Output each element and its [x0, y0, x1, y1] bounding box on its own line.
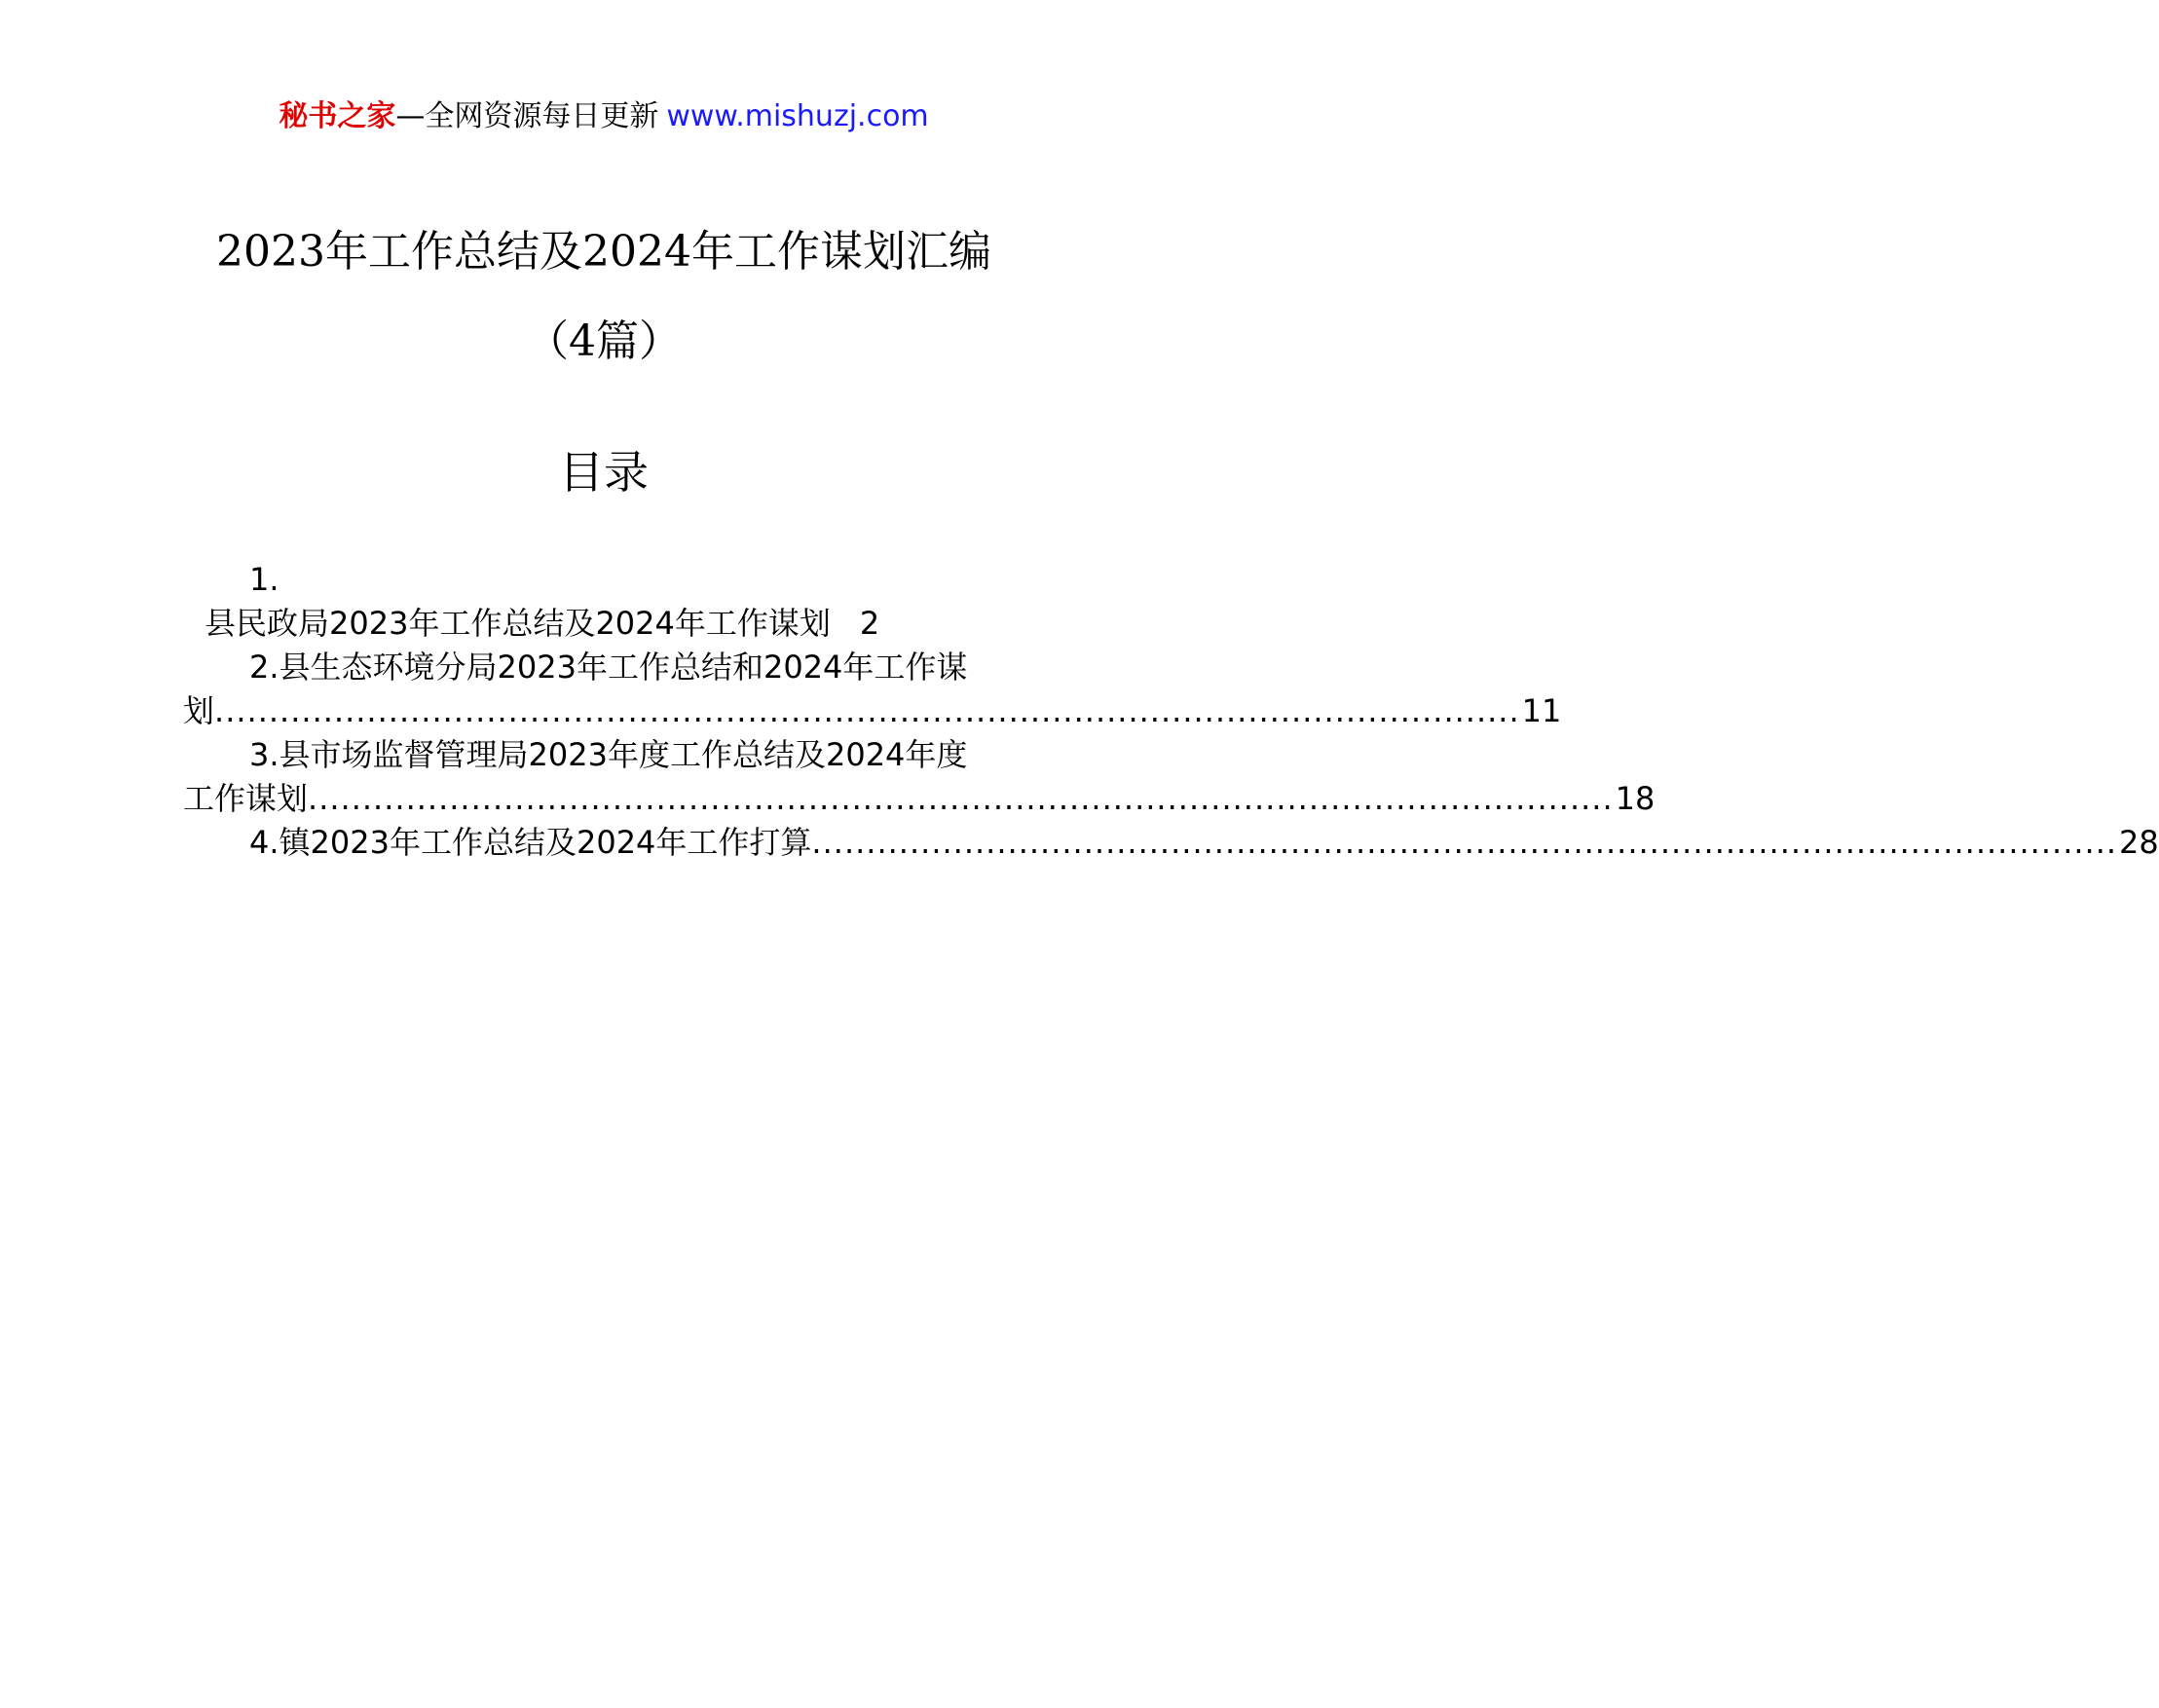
toc-entry-2-page[interactable]: 11	[1521, 692, 1562, 729]
document-title: 2023年工作总结及2024年工作谋划汇编	[216, 227, 991, 277]
header-tagline: —全网资源每日更新	[395, 99, 659, 133]
brand-name: 秘书之家	[279, 99, 396, 133]
toc-entry-2-leader-dots: ........................................................................................................................	[214, 692, 1520, 729]
toc-entry-4-leader-dots: ........................................................................................................................	[811, 824, 2118, 861]
toc-entry-4-title[interactable]: 4.镇2023年工作总结及2024年工作打算	[249, 824, 812, 861]
toc-entry-2-title-line2	[183, 689, 1562, 733]
toc-entry-3-leader-dots: ........................................................................................................................	[308, 780, 1614, 817]
table-of-contents	[183, 558, 2159, 865]
toc-entry-3-page[interactable]: 18	[1615, 780, 1656, 817]
toc-entry-1-page[interactable]: 2	[859, 605, 880, 642]
toc-entry-1-number-line	[183, 558, 1023, 602]
site-url-link[interactable]: www.mishuzj.com	[666, 99, 929, 133]
toc-entry-3-title-line1	[183, 733, 1023, 777]
toc-entry-2-title-cont[interactable]: 划	[183, 692, 215, 729]
toc-entry-3-title[interactable]: 3.县市场监督管理局2023年度工作总结及2024年度	[249, 736, 968, 773]
toc-entry-2-title[interactable]: 2.县生态环境分局2023年工作总结和2024年工作谋	[249, 649, 968, 686]
toc-entry-2-title-line1	[183, 646, 1023, 689]
toc-entry-4-page[interactable]: 28	[2119, 824, 2159, 861]
toc-entry-3-title-line2	[183, 777, 1656, 821]
toc-entry-1-title-line	[183, 602, 1023, 646]
toc-heading: 目录	[559, 446, 649, 499]
toc-entry-4-line	[183, 821, 2159, 865]
toc-entry-3-title-cont[interactable]: 工作谋划	[183, 780, 309, 817]
toc-entry-1-number[interactable]: 1.	[249, 561, 279, 598]
document-subtitle: （4篇）	[526, 316, 682, 366]
site-header	[0, 97, 1208, 136]
toc-entry-1-title[interactable]: 县民政局2023年工作总结及2024年工作谋划	[205, 605, 831, 642]
